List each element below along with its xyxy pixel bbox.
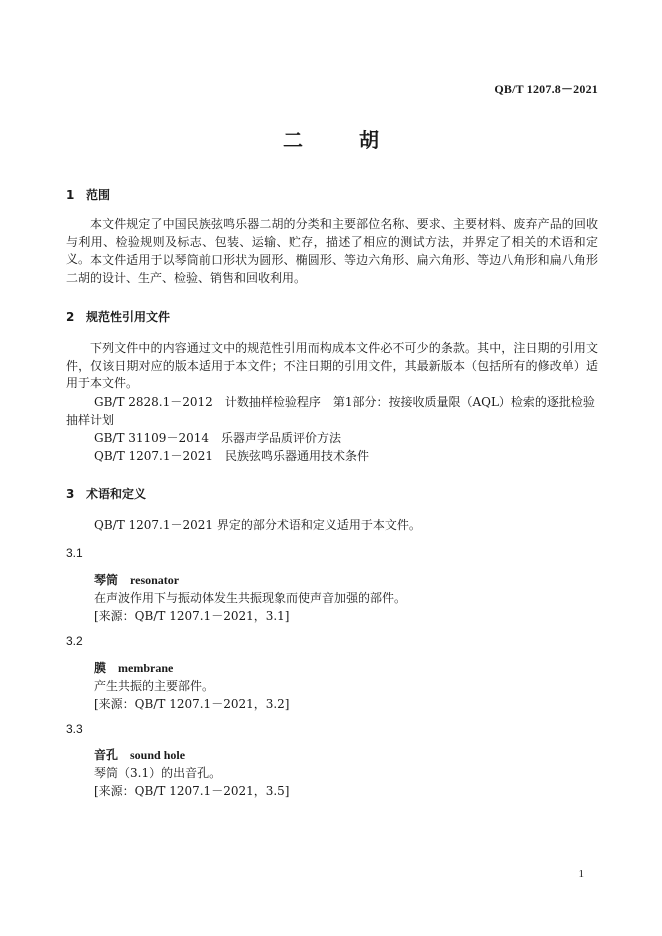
section-2-number: 2 — [66, 310, 75, 324]
term-definition: 产生共振的主要部件。 — [94, 679, 215, 693]
term-source: [来源：QB/T 1207.1－2021，3.2] — [94, 697, 290, 711]
reference-code: GB/T 2828.1－2012 — [94, 395, 213, 409]
term-name-en: resonator — [130, 573, 180, 587]
term-definition: 在声波作用下与振动体发生共振现象而使声音加强的部件。 — [94, 591, 407, 605]
term-name — [94, 746, 185, 763]
term-number: 3.1 — [66, 546, 83, 560]
term-source: [来源：QB/T 1207.1－2021，3.5] — [94, 784, 290, 798]
reference-title: 民族弦鸣乐器通用技术条件 — [225, 449, 370, 463]
section-1-heading — [66, 186, 110, 203]
reference-item — [66, 394, 600, 429]
section-3-title: 术语和定义 — [86, 487, 147, 501]
term-name-zh: 琴筒 — [94, 573, 119, 587]
term-name-zh: 音孔 — [94, 748, 119, 762]
term-number: 3.3 — [66, 722, 83, 736]
section-1-title: 范围 — [86, 188, 111, 202]
section-2-paragraph-1: 下列文件中的内容通过文中的规范性引用而构成本文件必不可少的条款。其中，注日期的引用文件，仅该日期对应的版本适用于本文件；不注日期的引用文件，其最新版本（包括所有的修改单）适用于本文件。 — [66, 341, 598, 390]
section-1-paragraph-2: 本文件适用于以琴筒前口形状为圆形、椭圆形、等边六角形、扁六角形、等边八角形和扁八角形二胡的设计、生产、检验、销售和回收利用。 — [66, 253, 598, 285]
document-title: 二 胡 — [283, 128, 397, 152]
page-number: 1 — [578, 868, 584, 880]
section-1-number: 1 — [66, 188, 75, 202]
reference-title: 乐器声学品质评价方法 — [220, 431, 341, 445]
reference-item — [94, 430, 600, 448]
term-definition: 琴筒（3.1）的出音孔。 — [94, 766, 222, 780]
section-3-heading — [66, 485, 146, 502]
section-3-number: 3 — [66, 487, 75, 501]
section-3-paragraph-1: QB/T 1207.1－2021 界定的部分术语和定义适用于本文件。 — [94, 518, 421, 532]
term-name — [94, 571, 179, 588]
term-name-zh: 膜 — [94, 661, 107, 675]
term-name-en: membrane — [118, 661, 174, 675]
section-2-heading — [66, 308, 170, 325]
reference-code: GB/T 31109－2014 — [94, 431, 209, 445]
term-name-en: sound hole — [130, 748, 186, 762]
term-source: [来源：QB/T 1207.1－2021，3.1] — [94, 609, 290, 623]
reference-item — [94, 448, 600, 466]
reference-title: 计数抽样检验程序 第1部分：按接收质量限（AQL）检索的逐批检验抽样计划 — [66, 395, 595, 427]
section-2-title: 规范性引用文件 — [86, 310, 171, 324]
term-name — [94, 659, 173, 676]
reference-code: QB/T 1207.1－2021 — [94, 449, 214, 463]
standard-code: QB/T 1207.8－2021 — [494, 82, 598, 96]
term-number: 3.2 — [66, 634, 83, 648]
section-1-paragraph-1: 本文件规定了中国民族弦鸣乐器二胡的分类和主要部位名称、要求、主要材料、废弃产品的回收与利用、检验规则及标志、包装、运输、贮存，描述了相应的测试方法，并界定了相关的术语和定义。 — [66, 217, 598, 266]
